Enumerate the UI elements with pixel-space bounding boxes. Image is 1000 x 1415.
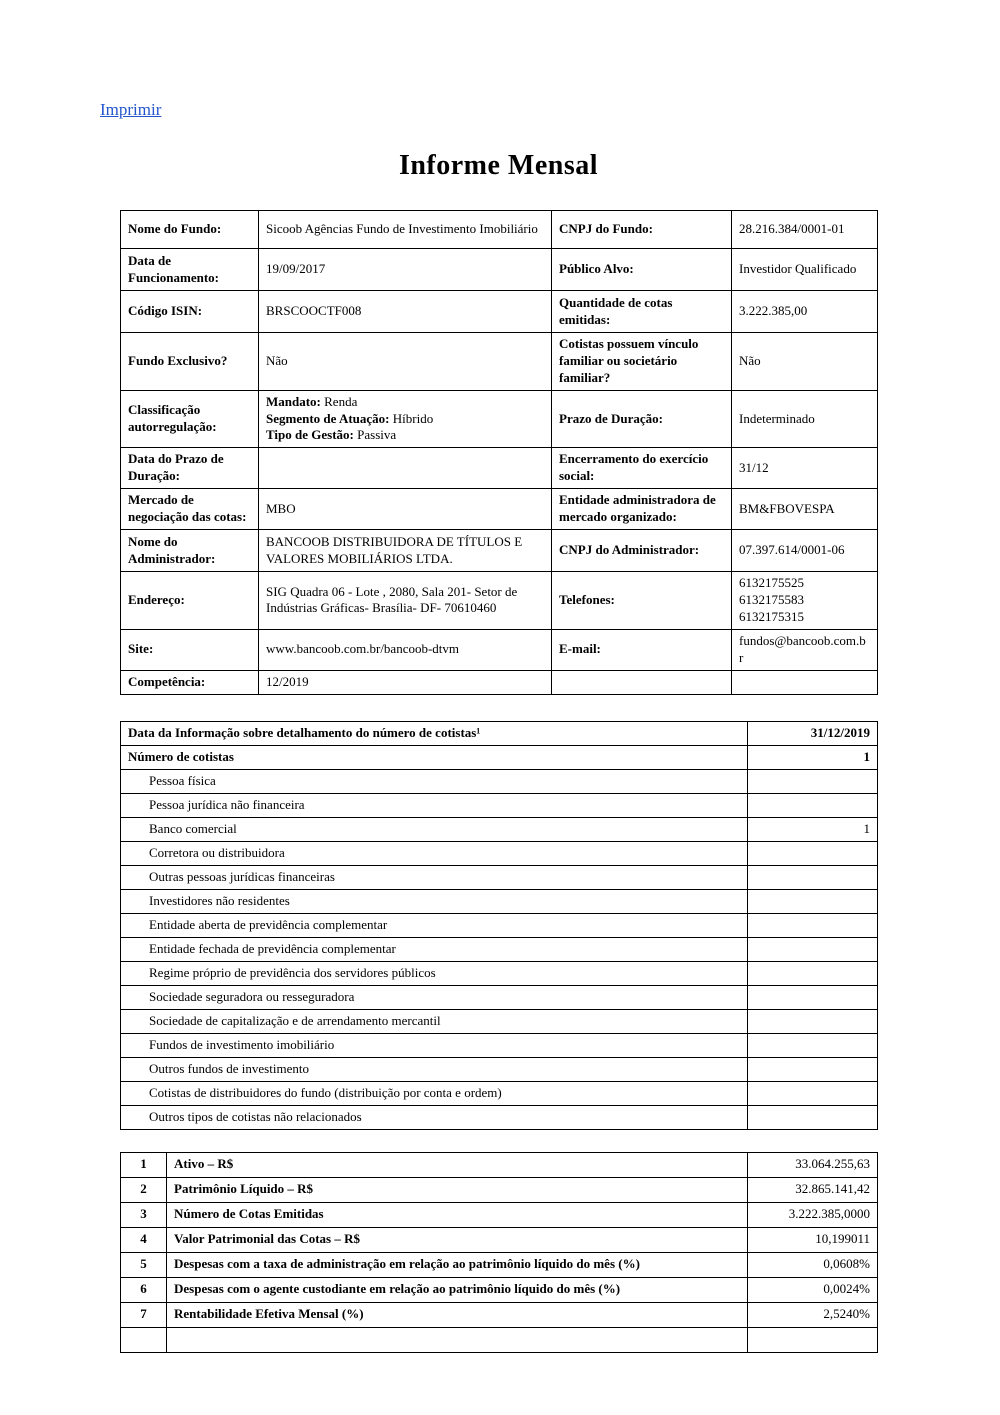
field-value	[259, 448, 552, 489]
cotista-type-label: Entidade aberta de previdência complementar	[121, 913, 748, 937]
cotista-type-value	[748, 1009, 878, 1033]
metric-value: 3.222.385,0000	[748, 1202, 878, 1227]
financial-row	[121, 1302, 878, 1327]
field-value: BANCOOB DISTRIBUIDORA DE TÍTULOS E VALORES MOBILIÁRIOS LTDA.	[259, 530, 552, 572]
field-label: Endereço:	[121, 572, 259, 630]
cotistas-row	[121, 769, 878, 793]
row-number: 5	[121, 1252, 167, 1277]
field-label: E-mail:	[552, 629, 732, 670]
cotistas-header-label: Data da Informação sobre detalhamento do número de cotistas¹	[121, 721, 748, 745]
classification-value: Renda	[324, 393, 358, 409]
cotistas-total-value: 1	[748, 745, 878, 769]
fund-info-row	[121, 530, 878, 572]
field-label: Nome do Administrador:	[121, 530, 259, 572]
financial-row	[121, 1252, 878, 1277]
cotista-type-value	[748, 985, 878, 1009]
field-value: 28.216.384/0001-01	[732, 211, 878, 249]
row-number	[121, 1327, 167, 1352]
metric-label: Patrimônio Líquido – R$	[167, 1177, 748, 1202]
metric-label: Despesas com o agente custodiante em relação ao patrimônio líquido do mês (%)	[167, 1277, 748, 1302]
row-number: 6	[121, 1277, 167, 1302]
field-label: Nome do Fundo:	[121, 211, 259, 249]
cotista-type-label: Pessoa física	[121, 769, 748, 793]
phone-line: 6132175525	[739, 575, 804, 591]
fund-info-row	[121, 489, 878, 530]
field-value: Sicoob Agências Fundo de Investimento Imobiliário	[259, 211, 552, 249]
classification-key: Tipo de Gestão:	[266, 427, 354, 443]
field-label: Público Alvo:	[552, 249, 732, 291]
field-label: Telefones:	[552, 572, 732, 630]
field-value: www.bancoob.com.br/bancoob-dtvm	[259, 629, 552, 670]
field-value: 3.222.385,00	[732, 291, 878, 333]
row-number: 2	[121, 1177, 167, 1202]
fund-info-row	[121, 670, 878, 694]
cotista-type-value	[748, 937, 878, 961]
cotistas-row	[121, 1057, 878, 1081]
cotistas-table	[120, 721, 878, 1130]
metric-value: 2,5240%	[748, 1302, 878, 1327]
cotistas-row	[121, 841, 878, 865]
metric-label: Número de Cotas Emitidas	[167, 1202, 748, 1227]
cotistas-row	[121, 961, 878, 985]
row-number: 1	[121, 1152, 167, 1177]
field-label: Data do Prazo de Duração:	[121, 448, 259, 489]
field-label: CNPJ do Administrador:	[552, 530, 732, 572]
cotistas-row	[121, 937, 878, 961]
cotistas-row	[121, 889, 878, 913]
classification-line	[266, 394, 544, 411]
field-value: 07.397.614/0001-06	[732, 530, 878, 572]
cotista-type-value	[748, 793, 878, 817]
cotista-type-value	[748, 1105, 878, 1129]
field-label: Entidade administradora de mercado organizado:	[552, 489, 732, 530]
fund-info-row	[121, 448, 878, 489]
fund-info-row	[121, 249, 878, 291]
field-label: Site:	[121, 629, 259, 670]
financial-row	[121, 1202, 878, 1227]
print-link[interactable]: Imprimir	[100, 100, 162, 119]
field-label: Fundo Exclusivo?	[121, 333, 259, 391]
fund-info-row	[121, 390, 878, 448]
cotista-type-value	[748, 961, 878, 985]
field-value	[732, 670, 878, 694]
cotistas-row	[121, 817, 878, 841]
financial-table	[120, 1152, 878, 1353]
cotistas-row	[121, 985, 878, 1009]
field-label	[552, 670, 732, 694]
classification-value: Híbrido	[392, 410, 434, 426]
cotista-type-label: Sociedade seguradora ou resseguradora	[121, 985, 748, 1009]
cotista-type-label: Investidores não residentes	[121, 889, 748, 913]
field-label: Mercado de negociação das cotas:	[121, 489, 259, 530]
field-label: Quantidade de cotas emitidas:	[552, 291, 732, 333]
fund-info-row	[121, 211, 878, 249]
phone-line: 6132175583	[739, 592, 804, 608]
financial-row	[121, 1277, 878, 1302]
field-value: Indeterminado	[732, 390, 878, 448]
cotista-type-value	[748, 889, 878, 913]
cotista-type-label: Entidade fechada de previdência complementar	[121, 937, 748, 961]
field-value: BRSCOOCTF008	[259, 291, 552, 333]
field-value: SIG Quadra 06 - Lote , 2080, Sala 201- Setor de Indústrias Gráficas- Brasília- DF- 70610460	[259, 572, 552, 630]
field-value: Não	[732, 333, 878, 391]
cotistas-row	[121, 793, 878, 817]
cotista-type-label: Corretora ou distribuidora	[121, 841, 748, 865]
financial-row	[121, 1327, 878, 1352]
metric-value: 32.865.141,42	[748, 1177, 878, 1202]
metric-label: Valor Patrimonial das Cotas – R$	[167, 1227, 748, 1252]
cotistas-total-row	[121, 745, 878, 769]
metric-label: Despesas com a taxa de administração em relação ao patrimônio líquido do mês (%)	[167, 1252, 748, 1277]
field-label: Cotistas possuem vínculo familiar ou societário familiar?	[552, 333, 732, 391]
fund-info-row	[121, 572, 878, 630]
cotistas-header-date: 31/12/2019	[748, 721, 878, 745]
cotista-type-value	[748, 769, 878, 793]
page-title: Informe Mensal	[398, 150, 599, 181]
cotistas-total-label: Número de cotistas	[121, 745, 748, 769]
document-content	[120, 150, 877, 1353]
classification-value: Passiva	[357, 427, 397, 443]
metric-value: 0,0608%	[748, 1252, 878, 1277]
cotistas-row	[121, 1033, 878, 1057]
row-number: 4	[121, 1227, 167, 1252]
cotista-type-value: 1	[748, 817, 878, 841]
cotista-type-label: Banco comercial	[121, 817, 748, 841]
field-value	[732, 572, 878, 630]
field-label: Código ISIN:	[121, 291, 259, 333]
cotistas-row	[121, 913, 878, 937]
field-label: Encerramento do exercício social:	[552, 448, 732, 489]
field-value: BM&FBOVESPA	[732, 489, 878, 530]
cotista-type-label: Regime próprio de previdência dos servidores públicos	[121, 961, 748, 985]
metric-value	[748, 1327, 878, 1352]
cotista-type-value	[748, 1081, 878, 1105]
metric-value: 33.064.255,63	[748, 1152, 878, 1177]
metric-value: 10,199011	[748, 1227, 878, 1252]
fund-info-row	[121, 291, 878, 333]
field-value: 19/09/2017	[259, 249, 552, 291]
cotista-type-label: Outros fundos de investimento	[121, 1057, 748, 1081]
financial-row	[121, 1177, 878, 1202]
phone-line: 6132175315	[739, 608, 804, 624]
cotista-type-label: Outros tipos de cotistas não relacionados	[121, 1105, 748, 1129]
fund-info-table	[120, 210, 878, 695]
field-label: Competência:	[121, 670, 259, 694]
field-label: CNPJ do Fundo:	[552, 211, 732, 249]
cotista-type-label: Outras pessoas jurídicas financeiras	[121, 865, 748, 889]
cotistas-row	[121, 865, 878, 889]
cotista-type-value	[748, 913, 878, 937]
field-label: Classificação autorregulação:	[121, 390, 259, 448]
cotistas-header-row	[121, 721, 878, 745]
field-label: Prazo de Duração:	[552, 390, 732, 448]
field-value: fundos@bancoob.com.br	[732, 629, 878, 670]
cotistas-row	[121, 1009, 878, 1033]
cotista-type-value	[748, 1057, 878, 1081]
field-value: 12/2019	[259, 670, 552, 694]
classification-line	[266, 411, 544, 428]
classification-key: Mandato:	[266, 393, 321, 409]
financial-row	[121, 1152, 878, 1177]
cotistas-row	[121, 1105, 878, 1129]
cotista-type-label: Fundos de investimento imobiliário	[121, 1033, 748, 1057]
cotista-type-label: Sociedade de capitalização e de arrendamento mercantil	[121, 1009, 748, 1033]
field-value	[259, 390, 552, 448]
cotista-type-value	[748, 1033, 878, 1057]
cotista-type-label: Cotistas de distribuidores do fundo (distribuição por conta e ordem)	[121, 1081, 748, 1105]
metric-value: 0,0024%	[748, 1277, 878, 1302]
classification-key: Segmento de Atuação:	[266, 410, 390, 426]
financial-row	[121, 1227, 878, 1252]
cotista-type-value	[748, 841, 878, 865]
cotista-type-label: Pessoa jurídica não financeira	[121, 793, 748, 817]
cotista-type-value	[748, 865, 878, 889]
field-value: Investidor Qualificado	[732, 249, 878, 291]
metric-label: Ativo – R$	[167, 1152, 748, 1177]
field-value: MBO	[259, 489, 552, 530]
classification-line	[266, 427, 544, 444]
field-value: Não	[259, 333, 552, 391]
row-number: 7	[121, 1302, 167, 1327]
row-number: 3	[121, 1202, 167, 1227]
fund-info-row	[121, 629, 878, 670]
field-label: Data de Funcionamento:	[121, 249, 259, 291]
cotistas-row	[121, 1081, 878, 1105]
fund-info-row	[121, 333, 878, 391]
metric-label: Rentabilidade Efetiva Mensal (%)	[167, 1302, 748, 1327]
metric-label	[167, 1327, 748, 1352]
field-value: 31/12	[732, 448, 878, 489]
